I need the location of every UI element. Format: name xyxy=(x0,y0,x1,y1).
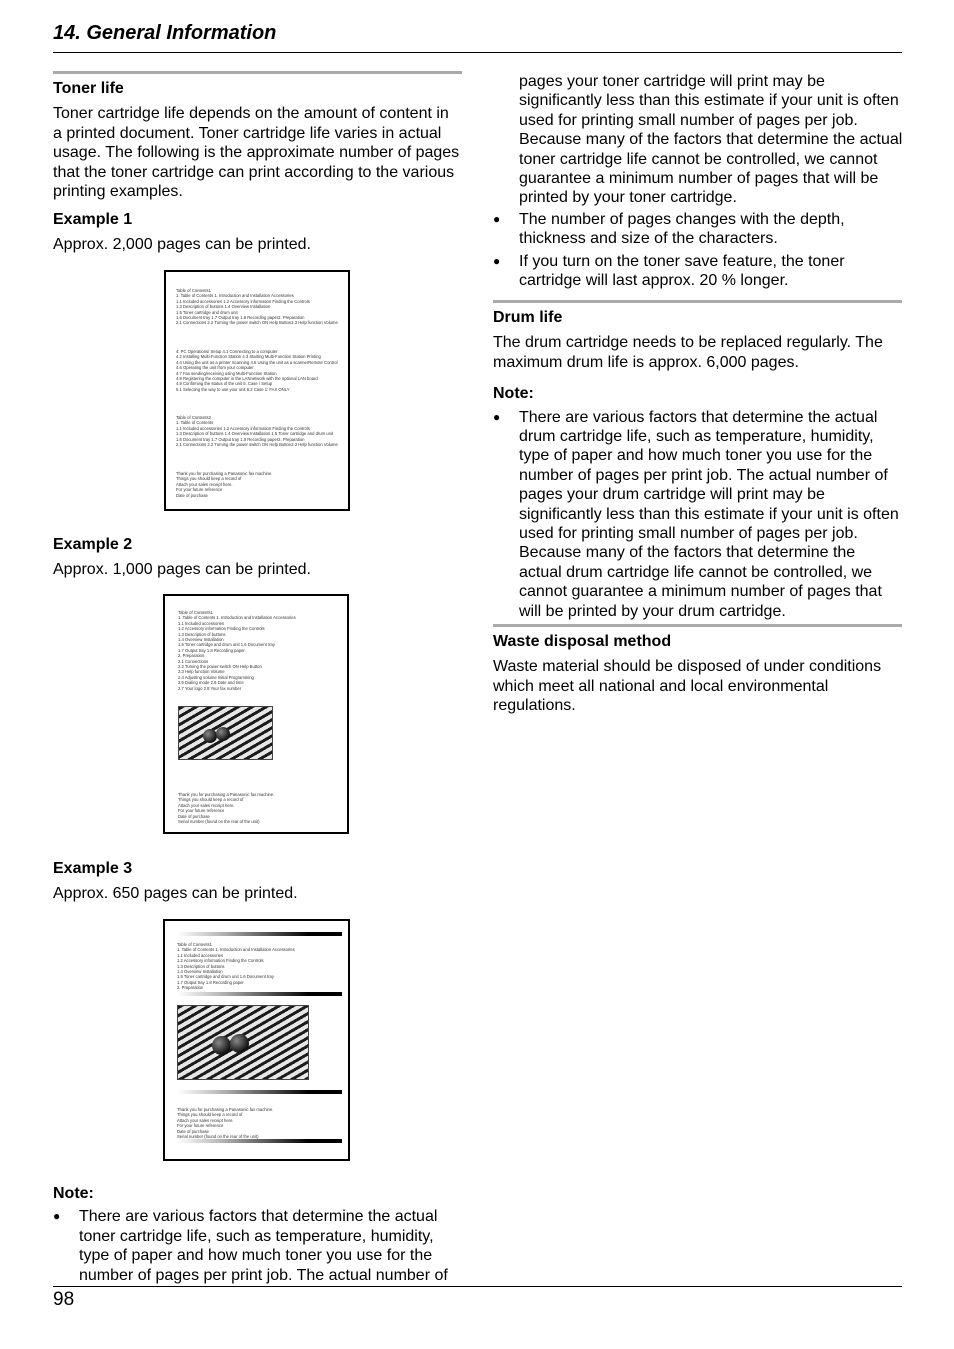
toner-note-bullet: ● If you turn on the toner save feature, the toner cartridge will last approx. 20 % longer. xyxy=(493,252,903,291)
thumb-line: Things you should keep a record of xyxy=(178,797,244,803)
thumb-line: Thank you for purchasing a Panasonic fax machine. xyxy=(178,792,275,797)
thumb-line: 2.1 Connections xyxy=(178,658,209,664)
photo-sphere xyxy=(212,1036,231,1055)
toner-note-list xyxy=(53,1207,462,1285)
chapter-title: 14. General Information xyxy=(53,22,277,44)
thumb-line: 1.7 Output tray 1.8 Recording paper xyxy=(178,647,245,653)
thumb-line: Thank you for purchasing a Panasonic fax machine. xyxy=(176,471,273,476)
example2-heading: Example 2 xyxy=(53,536,133,553)
thumb-line: Date of purchase xyxy=(178,813,210,819)
thumb-line: 4. PC Operations/ Setup 4.1 Connecting to a computer xyxy=(176,349,278,354)
thumb-line: 2.5 Dialing mode 2.6 Date and time xyxy=(178,680,244,686)
waste-disposal-section xyxy=(493,624,902,716)
section-divider xyxy=(493,624,902,627)
gradient-bar xyxy=(177,1139,342,1143)
toner-life-intro: Toner cartridge life depends on the amount of content in a printed document. Toner cartridge life varies in actual usage. The following is the approximate number of pages that the toner cartridge can print according to the various printing examples. xyxy=(53,105,460,201)
example3-section xyxy=(53,859,462,904)
thumb-line: 2.2 Turning the power switch ON Help Button xyxy=(178,664,262,670)
header-rule xyxy=(53,52,902,53)
example2-section xyxy=(53,535,462,580)
drum-life-text: The drum cartridge needs to be replaced regularly. The maximum drum life is approx. 6,000 pages. xyxy=(493,334,883,371)
thumb-line: 1.3 Description of buttons xyxy=(177,963,225,969)
thumb-line: For your future reference xyxy=(178,808,225,814)
thumb-line: Things you should keep a record of xyxy=(177,1112,243,1118)
thumb-line: 1.2 Accessory information Finding the Controls xyxy=(177,958,264,964)
thumb-line: 1.3 Description of buttons 1.4 Overview Installation xyxy=(176,304,271,310)
thumb-line: 1. Table of Contents 1. Introduction and Installation Accessories xyxy=(176,293,294,299)
sample1-toc2-block xyxy=(176,415,338,447)
toner-note-bullet: ● The number of pages changes with the depth, thickness and size of the characters. xyxy=(493,210,903,249)
drum-note-list xyxy=(493,408,902,621)
thumb-line: 1.4 Overview Installation xyxy=(178,637,224,643)
example2-text: Approx. 1,000 pages can be printed. xyxy=(53,561,311,579)
thumb-line: 1.6 Document tray 1.7 Output tray 1.8 Recording paper2. Preparation xyxy=(176,436,305,442)
gradient-bar xyxy=(177,992,342,996)
thumb-line: Table of Contents1 xyxy=(176,288,211,293)
sample3-toc-block xyxy=(177,942,295,996)
thumb-line: 1.3 Description of buttons xyxy=(178,631,226,637)
thumb-line: 4.8 Registering the computer in the LANnetwork with the optional LAN board xyxy=(176,376,318,382)
thumb-line: Serial number (found on the rear of the unit) xyxy=(178,819,260,825)
example1-text: Approx. 2,000 pages can be printed. xyxy=(53,236,311,254)
thumb-line: 1.6 Document tray 1.7 Output tray 1.8 Recording paper2. Preparation xyxy=(176,315,305,321)
thumb-line: Date of purchase xyxy=(177,1128,209,1134)
sample-photo-image xyxy=(177,1005,309,1080)
example3-text: Approx. 650 pages can be printed. xyxy=(53,885,298,903)
waste-text: Waste material should be disposed of under conditions which meet all national and local environmental regulations. xyxy=(493,658,882,715)
thumb-line: Table of Contents2 xyxy=(176,415,211,420)
thumb-line: 2.1 Connections 2.2 Turning the power switch ON Help Button2.3 Help function Volume xyxy=(176,442,338,448)
print-sample-2 xyxy=(163,594,349,834)
right-column-top xyxy=(493,72,903,290)
drum-note-bullet: ● There are various factors that determine the actual drum cartridge life, such as temperature, humidity, type of paper and how much toner you use for the number of pages per print job. The actual number of pages your drum cartridge will print may be significantly less than this estimate if your unit is often used for printing small number of pages per job. Because many of the factors that determine the actual drum cartridge life cannot be controlled, we cannot guarantee a minimum number of pages that will be printed by your drum cartridge. xyxy=(493,408,902,621)
thumb-line: Things you should keep a record of xyxy=(176,476,242,482)
thumb-line: 1. Table of Contents xyxy=(176,420,214,426)
page-number: 98 xyxy=(53,1289,75,1310)
thumb-line: 1.1 Included accessories 1.2 Accessory information Finding the Controls xyxy=(176,425,310,431)
thumb-line: 2. Preparation xyxy=(178,653,205,659)
thumb-line: For your future reference xyxy=(176,487,223,493)
sample2-toc-block xyxy=(178,610,296,691)
photo-sphere xyxy=(230,1034,249,1053)
thumb-line: 1. Table of Contents 1. Introduction and Installation Accessories xyxy=(177,947,295,953)
thumb-line: 5.1 Selecting the way to use your unit 6.2 Case 1: FAX ONLY xyxy=(176,386,290,392)
thumb-line: 2.3 Help function Volume xyxy=(178,669,225,675)
print-sample-1 xyxy=(164,270,350,511)
toner-note-heading: Note: xyxy=(53,1185,94,1202)
sample-photo-image xyxy=(178,706,273,760)
gradient-bar xyxy=(177,1090,342,1094)
photo-sphere xyxy=(203,729,217,743)
thumb-line: 1.7 Output tray 1.8 Recording paper xyxy=(177,979,244,985)
drum-note-heading: Note: xyxy=(493,385,534,403)
waste-heading: Waste disposal method xyxy=(493,633,672,650)
thumb-line: 2.1 Connections 2.2 Turning the power switch ON Help Button2.3 Help function Volume xyxy=(176,320,338,326)
section-divider xyxy=(493,300,902,303)
left-column xyxy=(53,71,462,201)
print-sample-3 xyxy=(163,919,350,1161)
thumb-line: 1.5 Toner cartridge and drum unit 1.6 Document tray xyxy=(178,642,275,648)
sample2-record-block xyxy=(178,792,274,824)
thumb-line: 1.5 Toner cartridge and drum unit 1.6 Document tray xyxy=(177,974,274,980)
thumb-line: 1.3 Description of buttons 1.4 Overview Installation 1.5 Toner cartridge and drum unit xyxy=(176,431,334,437)
toner-note-section xyxy=(53,1184,462,1285)
drum-life-section xyxy=(493,300,902,621)
thumb-line: 1.5 Toner cartridge and drum unit xyxy=(176,309,238,315)
sample3-record-block xyxy=(177,1107,273,1139)
thumb-line: 2.7 Your logo 2.8 Your fax number xyxy=(178,685,242,691)
footer-rule xyxy=(53,1286,902,1287)
photo-sphere xyxy=(216,727,230,741)
thumb-line: 4.6 Operating the unit from your computer xyxy=(176,365,254,371)
thumb-line: Table of Contents1 xyxy=(178,610,213,615)
drum-life-heading: Drum life xyxy=(493,309,563,326)
sample1-pc-block xyxy=(176,349,338,392)
thumb-line: 4.4 Using the unit as a printer Scanning 4.5 Using the unit as a scannerRemote Control xyxy=(176,359,338,365)
toner-life-heading: Toner life xyxy=(53,80,124,97)
thumb-line: 1.1 Included accessories xyxy=(178,620,225,626)
thumb-line: Thank you for purchasing a Panasonic fax machine. xyxy=(177,1107,274,1112)
thumb-line: 1. Table of Contents 1. Introduction and Installation Accessories xyxy=(178,615,296,621)
thumb-line: Attach your sales receipt here. xyxy=(178,802,235,808)
sample1-toc-block xyxy=(176,288,338,326)
thumb-line: 4.7 Fax sending/receiving using Multi-Function Station xyxy=(176,370,277,376)
toner-note-list-continued xyxy=(493,210,903,291)
thumb-line: Attach your sales receipt here. xyxy=(176,481,233,487)
example1-section xyxy=(53,210,462,255)
section-divider xyxy=(53,71,462,74)
thumb-line: Date of purchase xyxy=(176,492,208,498)
thumb-line: 4.2 Installing Multi-Function Station 4.3 Starting Multi-Function Station Printing xyxy=(176,354,321,360)
thumb-line: 1.4 Overview Installation xyxy=(177,969,223,975)
thumb-line: Serial number (found on the rear of the unit) xyxy=(177,1134,259,1140)
gradient-bar xyxy=(177,932,342,936)
toner-note-bullet: ● There are various factors that determine the actual toner cartridge life, such as temperature, humidity, type of paper and how much toner you use for the number of pages per print job. The actual number of xyxy=(53,1207,462,1285)
thumb-line: Attach your sales receipt here. xyxy=(177,1117,234,1123)
thumb-line: 2. Preparation xyxy=(177,985,204,991)
thumb-line: 1.2 Accessory information Finding the Controls xyxy=(178,626,265,632)
thumb-line: Table of Contents1 xyxy=(177,942,212,947)
sample1-record-block xyxy=(176,471,272,498)
toner-note-continued: pages your toner cartridge will print may be significantly less than this estimate if your unit is often used for printing small number of pages per job. Because many of the factors that determine the actual toner cartridge life cannot be controlled, we cannot guarantee a minimum number of pages that will be printed by your toner cartridge. xyxy=(519,73,903,207)
thumb-line: For your future reference xyxy=(177,1123,224,1129)
example1-heading: Example 1 xyxy=(53,211,133,228)
thumb-line: 1.1 Included accessories xyxy=(177,952,224,958)
example3-heading: Example 3 xyxy=(53,860,133,877)
thumb-line: 4.9 Confirming the status of the unit 5. Case / Setup xyxy=(176,381,273,387)
thumb-line: 1.1 Included accessories 1.2 Accessory information Finding the Controls xyxy=(176,298,310,304)
thumb-line: 2.4 Adjusting volume Initial Programming xyxy=(178,674,254,680)
